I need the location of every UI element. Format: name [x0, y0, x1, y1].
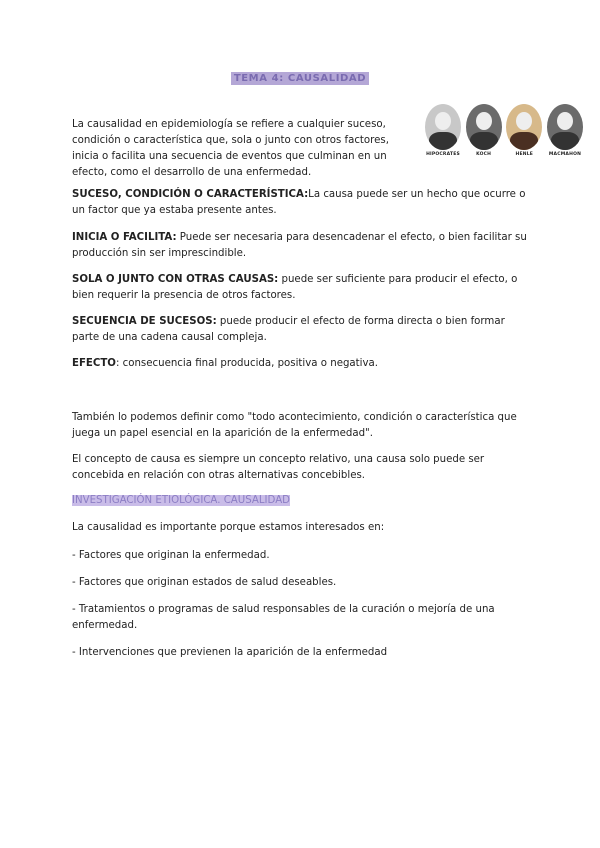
definition-secuencia [72, 314, 530, 346]
definition-text: puede producir el efecto de forma directa o bien formar parte de una cadena causal compleja. [72, 316, 505, 343]
definition-efecto [72, 356, 530, 372]
relative-concept: El concepto de causa es siempre un concepto relativo, una causa solo puede ser concebida en relación con otras alternativas concebibles. [72, 454, 485, 481]
portrait-label: KOCH [476, 152, 492, 157]
definition-quote: También lo podemos definir como "todo acontecimiento, condición o característica que juega un papel esencial en la aparición de la enfermedad". [72, 412, 517, 439]
importance-intro: La causalidad es importante porque estamos interesados en: [72, 522, 385, 533]
portrait-label: MACMAHON [548, 152, 582, 157]
definition-text: puede ser suficiente para producir el efecto, o bien requerir la presencia de otros factores. [72, 274, 518, 301]
definition-text: : consecuencia final producida, positiva o negativa. [115, 358, 379, 369]
intro-paragraph: La causalidad en epidemiología se refiere a cualquier suceso, condición o característica que, sola o junto con otros factores, inicia o facilita una secuencia de eventos que culminan en un efecto, como el desarrollo de una enfermedad. [72, 119, 389, 178]
portrait-macmahon [547, 104, 583, 150]
portrait [465, 104, 503, 168]
definition-text: Puede ser necesaria para desencadenar el efecto, o bien facilitar su producción sin ser imprescindible. [72, 232, 527, 259]
definition-term: INICIA O FACILITA: [72, 232, 177, 243]
bullet-item: - Tratamientos o programas de salud responsables de la curación o mejoría de una enfermedad. [72, 604, 495, 631]
bullet-item: - Factores que originan estados de salud deseables. [72, 577, 337, 588]
definition-term: EFECTO [72, 358, 116, 369]
portrait [424, 104, 462, 168]
bullet-item: - Factores que originan la enfermedad. [72, 550, 270, 561]
portrait-label: HENLE [515, 152, 534, 157]
definition-term: SUCESO, CONDICIÓN O CARACTERÍSTICA: [72, 189, 309, 200]
definition-term: SOLA O JUNTO CON OTRAS CAUSAS: [72, 274, 279, 285]
definition-inicia [72, 230, 530, 262]
page-title: TEMA 4: CAUSALIDAD [0, 73, 600, 84]
definition-text: La causa puede ser un hecho que ocurre o un factor que ya estaba presente antes. [72, 189, 526, 216]
definition-suceso [72, 187, 530, 219]
portrait [505, 104, 543, 168]
portrait-henle [506, 104, 542, 150]
section-heading: INVESTIGACIÓN ETIOLÓGICA. CAUSALIDAD [72, 495, 291, 506]
portrait-hipocrates [425, 104, 461, 150]
portraits-image [424, 104, 584, 168]
portrait-koch [466, 104, 502, 150]
bullet-item: - Intervenciones que previenen la aparición de la enfermedad [72, 647, 388, 658]
definition-sola [72, 272, 530, 304]
portrait [546, 104, 584, 168]
portrait-label: HIPOCRATES [426, 152, 460, 157]
definition-term: SECUENCIA DE SUCESOS: [72, 316, 217, 327]
